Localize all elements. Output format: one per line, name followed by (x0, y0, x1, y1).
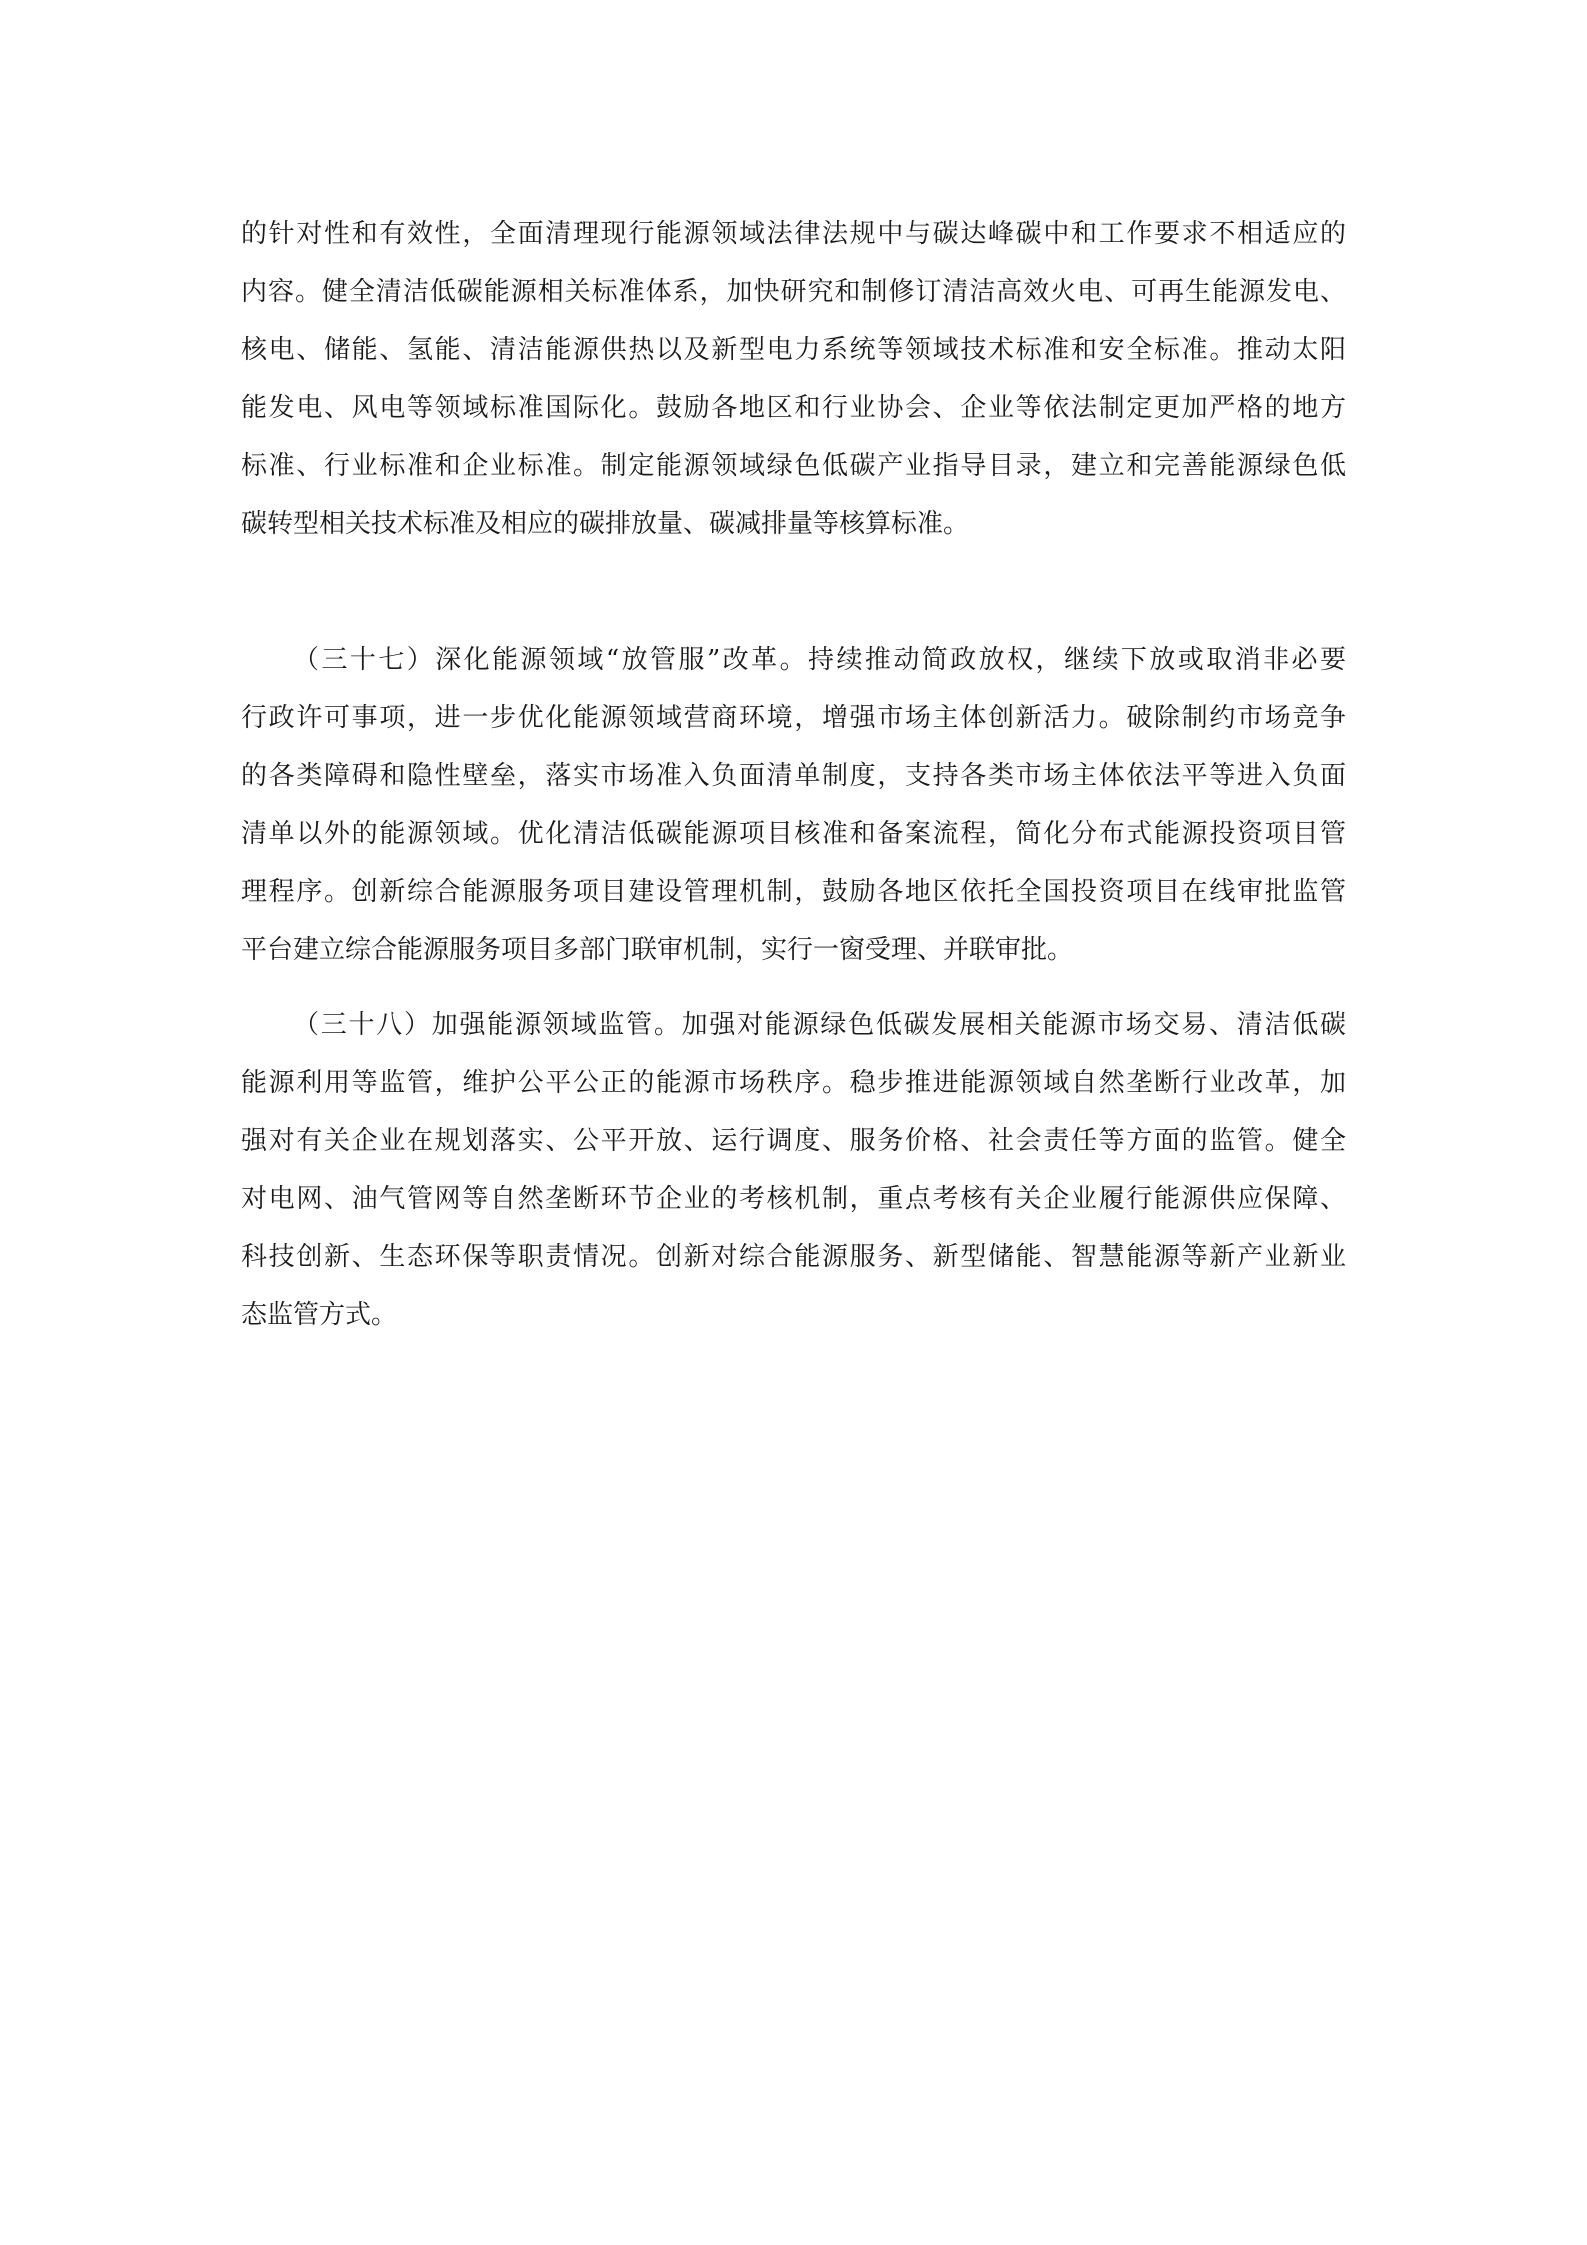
text-line: （三十七）深化能源领域“放管服”改革。持续推动简政放权，继续下放或取消非必要 (293, 645, 1346, 675)
text-line: 理程序。创新综合能源服务项目建设管理机制，鼓励各地区依托全国投资项目在线审批监管 (241, 877, 1346, 907)
text-line: 标准、行业标准和企业标准。制定能源领域绿色低碳产业指导目录，建立和完善能源绿色低 (241, 451, 1346, 481)
paragraph-standards (241, 205, 1346, 553)
text-line: 行政许可事项，进一步优化能源领域营商环境，增强市场主体创新活力。破除制约市场竞争 (241, 703, 1346, 733)
text-line: 能源利用等监管，维护公平公正的能源市场秩序。稳步推进能源领域自然垄断行业改革，加 (241, 1068, 1346, 1098)
text-line: 科技创新、生态环保等职责情况。创新对综合能源服务、新型储能、智慧能源等新产业新业 (241, 1242, 1346, 1272)
text-line: （三十八）加强能源领域监管。加强对能源绿色低碳发展相关能源市场交易、清洁低碳 (293, 1010, 1346, 1040)
text-line: 的各类障碍和隐性壁垒，落实市场准入负面清单制度，支持各类市场主体依法平等进入负面 (241, 761, 1346, 791)
text-line: 对电网、油气管网等自然垄断环节企业的考核机制，重点考核有关企业履行能源供应保障、 (241, 1184, 1346, 1214)
text-line: 的针对性和有效性，全面清理现行能源领域法律法规中与碳达峰碳中和工作要求不相适应的 (241, 219, 1346, 249)
text-line: 平台建立综合能源服务项目多部门联审机制，实行一窗受理、并联审批。 (241, 935, 1074, 965)
paragraph-reform-37 (241, 631, 1346, 979)
text-line: 内容。健全清洁低碳能源相关标准体系，加快研究和制修订清洁高效火电、可再生能源发电、 (241, 277, 1346, 307)
text-line: 清单以外的能源领域。优化清洁低碳能源项目核准和备案流程，简化分布式能源投资项目管 (241, 819, 1346, 849)
text-line: 核电、储能、氢能、清洁能源供热以及新型电力系统等领域技术标准和安全标准。推动太阳 (241, 335, 1346, 365)
text-line: 能发电、风电等领域标准国际化。鼓励各地区和行业协会、企业等依法制定更加严格的地方 (241, 393, 1346, 423)
text-line: 态监管方式。 (241, 1300, 398, 1330)
text-line: 碳转型相关技术标准及相应的碳排放量、碳减排量等核算标准。 (241, 509, 970, 539)
text-line: 强对有关企业在规划落实、公平开放、运行调度、服务价格、社会责任等方面的监管。健全 (241, 1126, 1346, 1156)
paragraph-supervision-38 (241, 996, 1346, 1344)
